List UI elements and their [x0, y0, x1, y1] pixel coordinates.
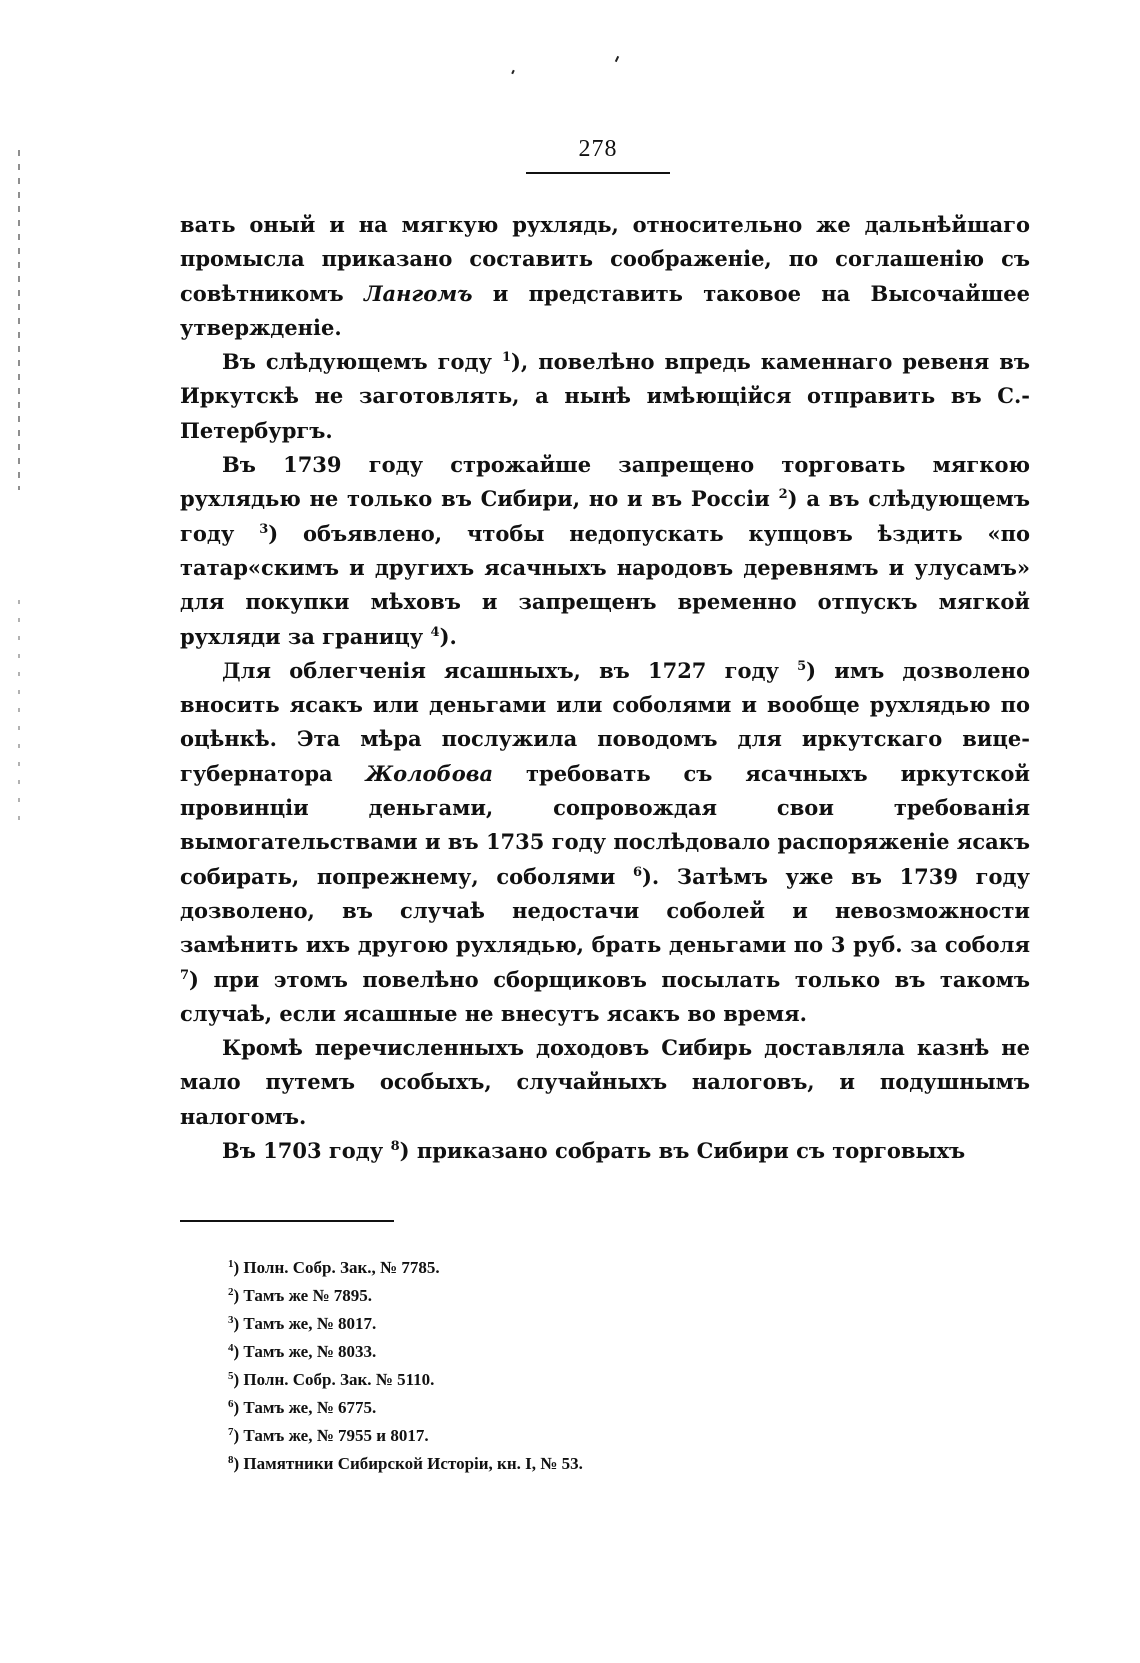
footnote-ref: 2: [778, 487, 788, 503]
footnote-mark: 7: [228, 1426, 234, 1438]
footnote-text: ) Тамъ же, № 7955 и 8017.: [233, 1426, 429, 1445]
paragraph: [180, 1031, 1030, 1134]
text-run: Для облегченія ясашныхъ, въ 1727 году: [222, 657, 798, 683]
text-run: ). Затѣмъ уже въ 1739 году дозволено, въ случаѣ недостачи соболей и невозможности замѣнить ихъ другою рухлядью, брать деньгами по 3 руб. за соболя: [180, 863, 1030, 958]
text-run: ) имъ дозволено вносить ясакъ или деньгами или соболями и вообще рухлядью по оцѣнкѣ. Эта мѣра послужила поводомъ для иркутскаго вице-губернатора: [180, 657, 1030, 786]
footnote-text: ) Памятники Сибирской Исторіи, кн. I, № 53.: [233, 1454, 583, 1473]
paragraph: [180, 448, 1030, 654]
paragraph: [180, 345, 1030, 448]
page-number: 278: [578, 136, 618, 162]
text-run: ), повелѣно впредь каменнаго ревеня въ Иркутскѣ не заготовлять, а нынѣ имѣющійся отправить въ С.-Петербургъ.: [180, 349, 1030, 443]
scan-speck: [615, 56, 619, 62]
paragraph: [180, 208, 1030, 345]
footnote-mark: 4: [228, 1342, 234, 1354]
footnote-text: ) Тамъ же, № 8017.: [233, 1314, 377, 1333]
text-run: ) при этомъ повелѣно сборщиковъ посылать только въ такомъ случаѣ, если ясашные не внесутъ ясакъ во время.: [180, 966, 1030, 1026]
text-run: ) а въ слѣдующемъ году: [180, 486, 1030, 546]
footnote: [228, 1338, 928, 1366]
text-run: ) объявлено, чтобы недопускать купцовъ ѣздить «по татар«скимъ и другихъ ясачныхъ народовъ деревнямъ и улусамъ» для покупки мѣховъ и запрещенъ временно отпускъ мягкой рухляди за границу: [180, 520, 1030, 649]
footnote-ref: 5: [797, 658, 807, 674]
footnote: [228, 1366, 928, 1394]
paragraph: [180, 1134, 1030, 1168]
footnote-mark: 3: [228, 1314, 234, 1326]
footnote-text: ) Тамъ же № 7895.: [233, 1286, 373, 1305]
scan-edge-artifact: [18, 600, 20, 820]
footnote-separator: [180, 1220, 394, 1222]
footnote: [228, 1450, 928, 1478]
text-run: и представить таковое на Высочайшее утвержденіе.: [180, 280, 1030, 340]
footnote: [228, 1394, 928, 1422]
footnote: [228, 1310, 928, 1338]
footnote-mark: 8: [228, 1454, 234, 1466]
footnote-mark: 5: [228, 1370, 234, 1382]
footnote: [228, 1422, 928, 1450]
footnote-ref: 8: [390, 1139, 400, 1155]
footnote-ref: 6: [632, 864, 642, 880]
footnote-text: ) Полн. Собр. Зак., № 7785.: [233, 1258, 440, 1277]
footnote-mark: 2: [228, 1286, 234, 1298]
footnote-text: ) Тамъ же, № 8033.: [233, 1342, 377, 1361]
footnote: [228, 1254, 928, 1282]
footnote: [228, 1282, 928, 1310]
text-run: ).: [439, 623, 457, 649]
text-run: Кромѣ перечисленныхъ доходовъ Сибирь доставляла казнѣ не мало путемъ особыхъ, случайныхъ налоговъ, и подушнымъ налогомъ.: [180, 1035, 1030, 1129]
header-rule: [526, 172, 670, 174]
text-run: требовать съ ясачныхъ иркутской провинціи деньгами, сопровождая свои требованія вымогательствами и въ 1735 году послѣдовало распоряженіе ясакъ собирать, попрежнему, соболями: [180, 760, 1031, 889]
footnote-text: ) Тамъ же, № 6775.: [233, 1398, 377, 1417]
footnote-ref: 4: [430, 624, 440, 640]
scan-edge-artifact: [18, 150, 20, 490]
scan-speck: [511, 70, 515, 74]
text-run: ) приказано собрать въ Сибири съ торговыхъ: [399, 1138, 966, 1164]
paragraph: [180, 654, 1030, 1031]
main-text: [180, 208, 1030, 1168]
italic-name: Жолобова: [365, 760, 494, 786]
text-run: Въ слѣдующемъ году: [222, 349, 502, 375]
text-run: Въ 1703 году: [222, 1138, 391, 1164]
footnotes: [228, 1254, 928, 1478]
footnote-mark: 6: [228, 1398, 234, 1410]
italic-name: Лангомъ: [363, 280, 473, 306]
footnote-ref: 1: [501, 350, 511, 366]
text-run: Въ 1739 году строжайше запрещено торговать мягкою рухлядью не только въ Сибири, но и въ Россіи: [180, 452, 1030, 512]
footnote-ref: 3: [259, 521, 269, 537]
footnote-ref: 7: [180, 967, 190, 983]
text-run: вать оный и на мягкую рухлядь, относительно же дальнѣйшаго промысла приказано составить соображеніе, по соглашенію съ совѣтникомъ: [180, 212, 1030, 306]
footnote-mark: 1: [228, 1258, 234, 1270]
footnote-text: ) Полн. Собр. Зак. № 5110.: [233, 1370, 435, 1389]
